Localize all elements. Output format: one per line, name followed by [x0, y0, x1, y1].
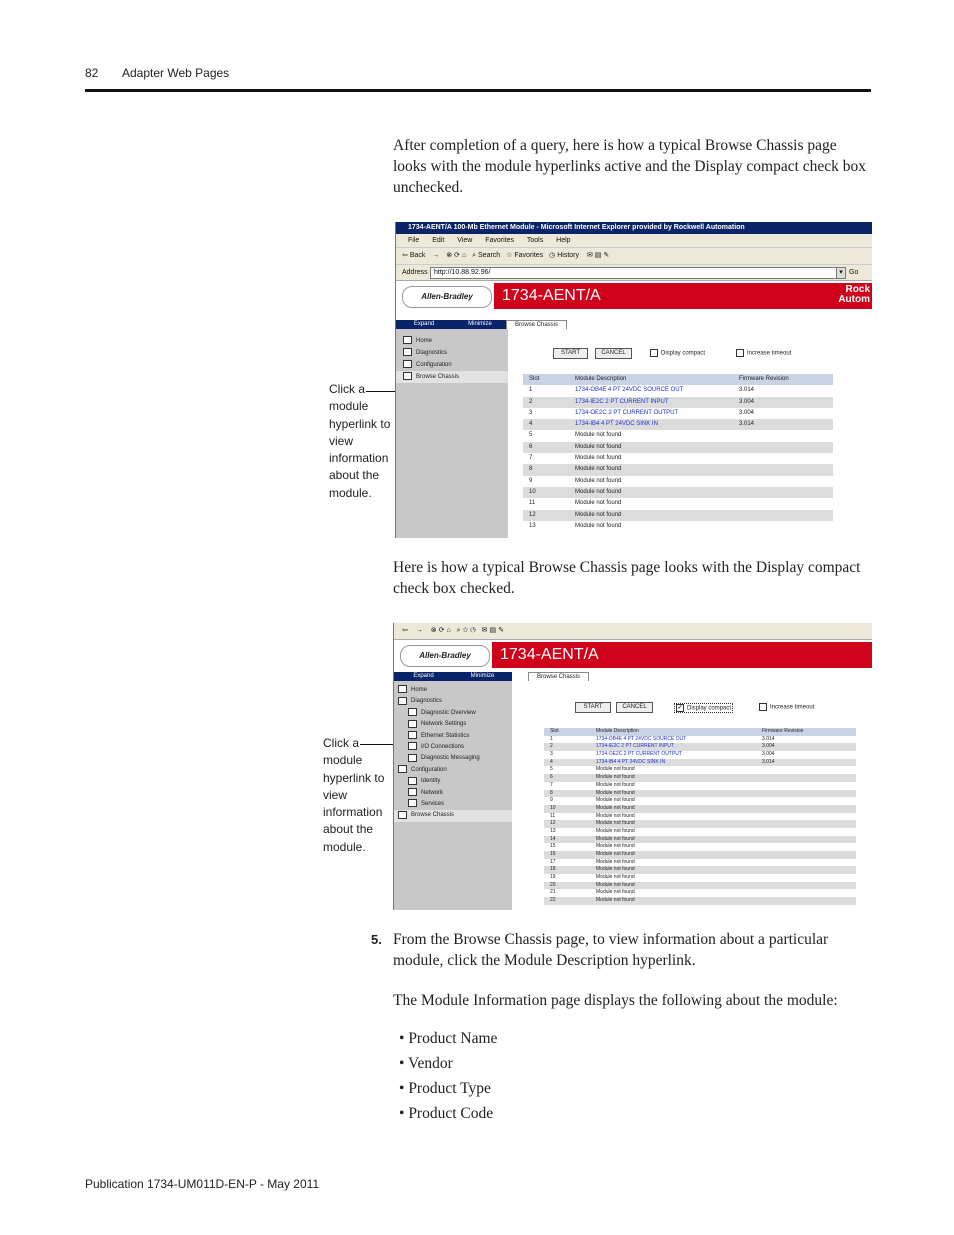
folder-icon	[398, 765, 407, 773]
table-row	[523, 521, 833, 532]
slot-cell: 12	[529, 511, 536, 518]
module-hyperlink[interactable]: 1734-IE2C 2 PT CURRENT INPUT	[575, 398, 669, 405]
module-description-cell: Module not found	[596, 874, 635, 881]
slot-cell: 10	[550, 804, 556, 811]
bullet-text: Product Code	[408, 1105, 494, 1122]
page-icon	[408, 799, 417, 807]
increase-timeout-label: Increase timeout	[747, 350, 792, 357]
forward-arrow-icon[interactable]: →	[432, 252, 440, 259]
module-hyperlink[interactable]: 1734-OB4E 4 PT 24VDC SOURCE OUT	[596, 735, 687, 742]
middle-paragraph: Here is how a typical Browse Chassis page looks with the Display compact check box checked.	[393, 559, 861, 597]
info-paragraph: The Module Information page displays the following about the module:	[393, 992, 838, 1009]
module-description-cell: Module not found	[596, 789, 635, 796]
start-button[interactable]: START	[553, 348, 588, 359]
display-compact-label: Display compact	[687, 705, 732, 712]
table-row	[544, 813, 856, 821]
increase-timeout-checkbox[interactable]	[759, 703, 814, 711]
module-description-cell: Module not found	[575, 477, 622, 484]
module-description-cell: Module not found	[596, 774, 635, 781]
nav-item[interactable]	[394, 719, 512, 730]
slot-cell: 5	[550, 766, 553, 773]
stop-icon[interactable]: ⊗	[446, 252, 453, 259]
slot-cell: 19	[550, 874, 556, 881]
table-row	[523, 487, 833, 498]
table-row	[544, 866, 856, 874]
slot-cell: 2	[529, 398, 533, 405]
table-row	[544, 736, 856, 744]
ie-menu-bar	[396, 234, 872, 247]
table-row	[544, 782, 856, 790]
forward-arrow-icon[interactable]: →	[415, 627, 423, 634]
table-row	[544, 797, 856, 805]
chassis-table	[523, 374, 833, 532]
table-row	[544, 897, 856, 905]
increase-timeout-checkbox[interactable]	[736, 349, 791, 357]
ie-toolbar	[396, 247, 872, 264]
module-description-cell: Module not found	[575, 443, 622, 450]
nav-item[interactable]	[394, 765, 512, 776]
step-number: 5.	[371, 932, 382, 947]
browse-chassis-screenshot-checked	[393, 623, 872, 910]
page-icon	[398, 811, 407, 819]
slot-cell: 4	[529, 421, 533, 428]
firmware-cell: 3.004	[739, 398, 755, 405]
menu-help[interactable]: Help	[556, 237, 571, 244]
menu-edit[interactable]: Edit	[432, 237, 445, 244]
slot-cell: 5	[529, 432, 533, 439]
module-hyperlink[interactable]: 1734-IB4 4 PT 24VDC SINK IN	[596, 758, 666, 765]
slot-cell: 8	[550, 789, 553, 796]
slot-cell: 22	[550, 897, 556, 904]
bullet-item	[399, 1080, 491, 1098]
intro-paragraph: After completion of a query, here is how a typical Browse Chassis page looks with the module hyperlinks active and the Display compact check box unchecked.	[393, 137, 867, 196]
ie-window-title: 1734-AENT/A 100-Mb Ethernet Module - Microsoft Internet Explorer provided by Rockwell Automation	[396, 222, 872, 234]
table-row	[544, 759, 856, 767]
running-header: Adapter Web Pages	[122, 66, 230, 80]
page-icon	[403, 372, 412, 380]
home-icon[interactable]: ⌂	[446, 627, 451, 634]
nav-item[interactable]	[396, 335, 508, 347]
folder-icon	[403, 348, 412, 356]
table-row	[544, 774, 856, 782]
slot-cell: 9	[550, 797, 553, 804]
module-description-cell: Module not found	[575, 522, 622, 529]
display-compact-checkbox[interactable]: ✓ Display compact	[674, 703, 733, 713]
firmware-cell: 3.004	[762, 743, 775, 750]
table-row	[544, 874, 856, 882]
module-description-cell: Module not found	[596, 851, 635, 857]
page-icon	[408, 777, 417, 785]
browse-chassis-screenshot-unchecked	[395, 222, 872, 538]
table-row	[523, 419, 833, 430]
ie-address-bar	[396, 264, 872, 280]
favorites-icon[interactable]: ☆	[462, 627, 469, 634]
column-header: Slot	[550, 728, 559, 734]
slot-cell: 9	[529, 477, 533, 484]
bullet-dot: •	[399, 1055, 409, 1072]
bullet-dot: •	[399, 1080, 409, 1097]
stop-icon[interactable]: ⊗	[430, 627, 437, 634]
bullet-dot: •	[399, 1030, 409, 1047]
module-description-cell: Module not found	[596, 843, 635, 850]
module-hyperlink[interactable]: 1734-OE2C 2 PT CURRENT OUTPUT	[596, 751, 682, 758]
cancel-button[interactable]: CANCEL	[595, 348, 632, 359]
nav-item-label: Diagnostic Overview	[421, 709, 476, 716]
footer-publication: Publication 1734-UM011D-EN-P - May 2011	[85, 1177, 320, 1191]
slot-cell: 7	[529, 455, 533, 462]
nav-item[interactable]	[394, 696, 512, 707]
refresh-icon[interactable]: ⟳	[454, 252, 460, 259]
edit-icon[interactable]: ✎	[603, 252, 610, 259]
module-description-cell: Module not found	[596, 812, 635, 819]
bullet-item	[399, 1105, 493, 1123]
module-description-cell: Module not found	[575, 488, 622, 495]
bullet-item	[399, 1030, 497, 1048]
module-description-cell: Module not found	[596, 858, 635, 865]
slot-cell: 11	[550, 812, 556, 819]
nav-pane-2	[394, 672, 512, 910]
expand-link[interactable]: Expand	[413, 321, 435, 327]
display-compact-label: Display compact	[661, 350, 706, 357]
firmware-cell: 3.014	[762, 758, 775, 765]
nav-item-label: Configuration	[411, 766, 447, 773]
step-text: From the Browse Chassis page, to view information about a particular module, click the Module Description hyperlink.	[393, 931, 829, 969]
module-description-cell: Module not found	[596, 866, 635, 873]
nav-item[interactable]	[394, 731, 512, 742]
nav-item-label: Browse Chassis	[411, 812, 455, 819]
ie-toolbar-2	[394, 623, 872, 639]
minimize-link[interactable]: Minimize	[468, 321, 492, 327]
ab-header-band	[396, 280, 872, 313]
allen-bradley-logo: Allen-Bradley	[402, 286, 492, 308]
search-button[interactable]: Search	[478, 252, 501, 259]
table-row	[544, 843, 856, 851]
nav-item[interactable]	[394, 685, 512, 696]
brand-line-1: Rock	[845, 284, 870, 295]
table-row	[544, 889, 856, 897]
callout-1: Click a module hyperlink to view information about the module.	[329, 382, 391, 500]
slot-cell: 6	[550, 774, 553, 781]
table-row	[544, 805, 856, 813]
table-row	[523, 476, 833, 487]
start-button[interactable]: START	[575, 702, 611, 713]
address-input[interactable]: http://10.88.92.96/	[430, 267, 837, 279]
column-header: Slot	[529, 376, 540, 382]
firmware-cell: 3.014	[739, 421, 755, 428]
nav-item-label: Services	[421, 800, 445, 807]
menu-view[interactable]: View	[457, 237, 473, 244]
nav-item-label: Network Settings	[421, 721, 467, 728]
module-description-cell: Module not found	[596, 889, 635, 896]
nav-item-label: Identity	[421, 778, 441, 785]
table-row	[544, 766, 856, 774]
print-icon[interactable]: ▤	[489, 627, 497, 634]
table-row	[523, 510, 833, 521]
module-description-cell: Module not found	[596, 835, 635, 842]
menu-favorites[interactable]: Favorites	[485, 237, 515, 244]
product-banner	[494, 283, 872, 309]
bullet-text: Product Type	[408, 1080, 491, 1097]
module-description-cell: Module not found	[596, 797, 635, 804]
column-header: Firmware Revision	[762, 728, 804, 734]
nav-item[interactable]	[394, 799, 512, 810]
slot-cell: 21	[550, 889, 556, 896]
table-row	[544, 790, 856, 798]
nav-item-label: Home	[416, 338, 433, 344]
table-row	[523, 464, 833, 475]
table-header	[523, 374, 833, 385]
table-row	[523, 430, 833, 441]
table-row	[544, 820, 856, 828]
module-hyperlink[interactable]: 1734-IE2C 2 PT CURRENT INPUT	[596, 743, 674, 750]
table-row	[544, 851, 856, 859]
slot-cell: 17	[550, 858, 556, 865]
increase-timeout-label: Increase timeout	[770, 704, 815, 711]
nav-header-2	[394, 672, 512, 681]
slot-cell: 18	[550, 866, 556, 873]
firmware-cell: 3.014	[739, 387, 755, 394]
home-icon[interactable]: ⌂	[461, 252, 467, 259]
slot-cell: 16	[550, 851, 556, 857]
module-description-cell: Module not found	[575, 511, 622, 518]
cancel-button[interactable]: CANCEL	[616, 702, 653, 713]
module-hyperlink[interactable]: 1734-IB4 4 PT 24VDC SINK IN	[575, 421, 658, 428]
nav-tree	[396, 329, 508, 383]
slot-cell: 2	[550, 743, 553, 750]
product-name: 1734-AENT/A	[502, 287, 601, 304]
history-icon: ◷	[549, 252, 556, 259]
module-description-cell: Module not found	[575, 455, 622, 462]
brand-line-2: Autom	[838, 294, 870, 305]
slot-cell: 4	[550, 758, 553, 765]
nav-item[interactable]	[394, 810, 512, 821]
back-button[interactable]: Back	[409, 252, 426, 259]
product-name: 1734-AENT/A	[500, 646, 599, 663]
page-icon	[408, 708, 417, 716]
slot-cell: 6	[529, 443, 533, 450]
slot-cell: 11	[529, 500, 536, 507]
nav-pane	[396, 320, 508, 538]
slot-cell: 15	[550, 843, 556, 850]
expand-link[interactable]: Expand	[413, 673, 434, 679]
module-description-cell: Module not found	[575, 466, 622, 473]
table-row	[523, 442, 833, 453]
slot-cell: 10	[529, 488, 536, 495]
chassis-table-compact	[544, 728, 856, 905]
folder-icon	[398, 697, 407, 705]
nav-item[interactable]	[394, 788, 512, 799]
mail-icon[interactable]: ✉	[481, 627, 488, 634]
module-description-cell: Module not found	[575, 500, 622, 507]
nav-item[interactable]	[396, 347, 508, 359]
firmware-cell: 3.004	[739, 409, 755, 416]
module-description-cell: Module not found	[596, 781, 635, 788]
module-description-cell: Module not found	[596, 804, 635, 811]
slot-cell: 3	[550, 751, 553, 758]
back-arrow-icon[interactable]: ⇦	[402, 627, 408, 634]
firmware-cell: 3.014	[762, 735, 775, 742]
nav-item-label: Diagnostics	[411, 698, 443, 705]
header-rule	[85, 89, 871, 92]
edit-icon[interactable]: ✎	[498, 627, 504, 634]
callout-2: Click a module hyperlink to view information about the module.	[323, 736, 385, 854]
slot-cell: 12	[550, 820, 556, 827]
table-row	[523, 408, 833, 419]
allen-bradley-logo: Allen-Bradley	[400, 645, 490, 667]
module-description-cell: Module not found	[596, 827, 635, 834]
module-hyperlink[interactable]: 1734-OE2C 2 PT CURRENT OUTPUT	[575, 409, 679, 416]
slot-cell: 7	[550, 781, 553, 788]
slot-cell: 3	[529, 409, 533, 416]
slot-cell: 1	[529, 387, 533, 394]
table-row	[544, 836, 856, 844]
table-row	[544, 882, 856, 890]
search-icon: ⌕	[472, 252, 477, 259]
display-compact-checkbox[interactable]	[650, 349, 705, 357]
bullet-dot: •	[399, 1105, 409, 1122]
favorites-icon: ☆	[506, 252, 513, 259]
nav-item[interactable]	[394, 742, 512, 753]
module-description-cell: Module not found	[596, 881, 635, 888]
nav-item-label: Diagnostics	[416, 350, 448, 356]
nav-item-label: Configuration	[416, 362, 452, 368]
module-description-cell: Module not found	[596, 897, 635, 904]
column-header: Firmware Revision	[739, 376, 789, 382]
page-icon	[408, 788, 417, 796]
bullet-text: Product Name	[408, 1030, 498, 1047]
folder-icon	[403, 360, 412, 368]
history-button[interactable]: History	[557, 252, 579, 259]
chevron-down-icon[interactable]: ▾	[836, 267, 846, 279]
table-header	[544, 728, 856, 736]
bullet-item	[399, 1055, 453, 1073]
table-row	[544, 828, 856, 836]
slot-cell: 8	[529, 466, 533, 473]
nav-item[interactable]	[394, 753, 512, 764]
address-label: Address	[402, 269, 428, 276]
tab-browse-chassis[interactable]: Browse Chassis	[506, 320, 567, 329]
favorites-button[interactable]: Favorites	[514, 252, 544, 259]
nav-item-label: Browse Chassis	[416, 374, 460, 380]
ab-header-band-2	[394, 639, 872, 672]
firmware-cell: 3.004	[762, 751, 775, 758]
table-row	[544, 859, 856, 867]
back-arrow-icon[interactable]: ⇦	[402, 252, 408, 259]
page-icon	[408, 754, 417, 762]
table-row	[523, 498, 833, 509]
page-icon	[403, 336, 412, 344]
page-number: 82	[85, 66, 99, 80]
page-icon	[398, 685, 407, 693]
go-button[interactable]: Go	[849, 269, 859, 276]
menu-tools[interactable]: Tools	[526, 237, 544, 244]
table-row	[523, 397, 833, 408]
table-row	[544, 751, 856, 759]
nav-item-label: Ethernet Statistics	[421, 732, 470, 739]
table-row	[523, 453, 833, 464]
nav-item[interactable]	[394, 776, 512, 787]
rockwell-brand	[838, 285, 870, 305]
module-description-cell: Module not found	[575, 432, 622, 439]
module-description-cell: Module not found	[596, 766, 635, 773]
module-hyperlink[interactable]: 1734-OB4E 4 PT 24VDC SOURCE OUT	[575, 387, 684, 394]
column-header: Module Description	[575, 376, 627, 382]
slot-cell: 13	[550, 827, 556, 834]
nav-item[interactable]	[394, 708, 512, 719]
mail-icon[interactable]: ✉	[586, 252, 593, 259]
bullet-text: Vendor	[408, 1055, 453, 1072]
table-row	[544, 743, 856, 751]
slot-cell: 1	[550, 735, 553, 742]
print-icon[interactable]: ▤	[594, 252, 602, 259]
slot-cell: 20	[550, 881, 556, 888]
tab-browse-chassis[interactable]: Browse Chassis	[528, 672, 589, 681]
slot-cell: 13	[529, 522, 536, 529]
menu-file[interactable]: File	[408, 237, 420, 244]
column-header: Module Description	[596, 728, 639, 734]
page-icon	[408, 742, 417, 750]
product-banner	[492, 642, 872, 668]
nav-item-label: Network	[421, 789, 444, 796]
minimize-link[interactable]: Minimize	[470, 673, 495, 679]
nav-item[interactable]	[396, 359, 508, 371]
page-icon	[408, 731, 417, 739]
refresh-icon[interactable]: ⟳	[438, 627, 445, 634]
nav-header	[396, 320, 508, 329]
slot-cell: 14	[550, 835, 556, 842]
module-description-cell: Module not found	[596, 820, 635, 827]
table-row	[523, 385, 833, 396]
nav-item[interactable]	[396, 371, 508, 383]
nav-tree-2	[394, 681, 512, 822]
search-icon[interactable]: ⌕	[456, 627, 461, 634]
nav-item-label: I/O Connections	[421, 743, 465, 750]
nav-item-label: Diagnostic Messaging	[421, 755, 480, 762]
history-icon[interactable]: ◷	[470, 627, 476, 634]
nav-item-label: Home	[411, 687, 428, 693]
page-icon	[408, 720, 417, 728]
